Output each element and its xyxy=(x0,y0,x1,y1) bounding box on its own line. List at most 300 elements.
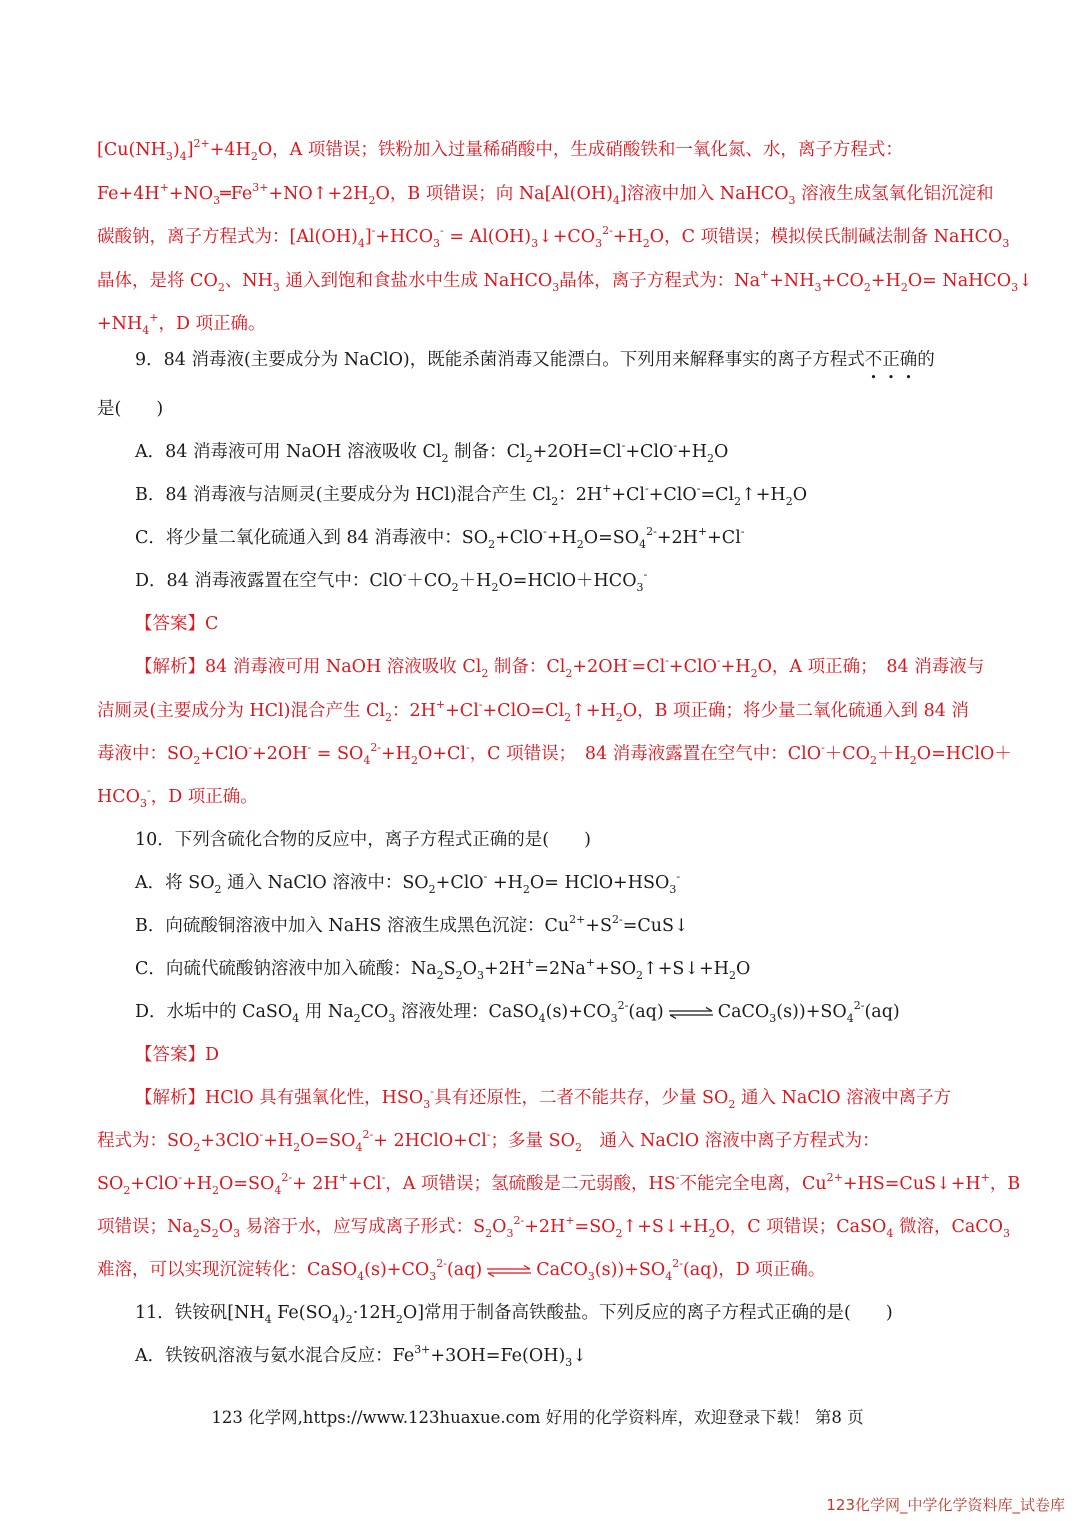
subscript: 3 xyxy=(636,581,644,594)
text-line xyxy=(135,1083,1040,1113)
text-line xyxy=(135,868,1040,898)
text-line xyxy=(97,179,1002,209)
text-run: O=SO xyxy=(300,1131,356,1151)
text-run: D．84 消毒液露置在空气中：ClO xyxy=(135,571,403,591)
text-run: +2H xyxy=(484,959,526,979)
text-run: +ClO xyxy=(648,485,697,505)
text-run: +NO↑+2H xyxy=(268,184,369,204)
text-run: 【解析】84 消毒液可用 NaOH 溶液吸收 Cl xyxy=(135,657,482,677)
text-run: O，A 项错误；铁粉加入过量稀硝酸中，生成硝酸铁和一氧化氮、水，离子方程式： xyxy=(257,140,903,160)
text-run: 洁厕灵(主要成分为 HCl)混合产生 Cl xyxy=(97,701,386,721)
superscript: 2- xyxy=(612,913,623,926)
subscript: 2 xyxy=(123,1184,131,1197)
superscript: 2+ xyxy=(826,1171,843,1184)
text-run: 通入 NaClO 溶液中：SO xyxy=(221,873,429,893)
subscript: 2 xyxy=(785,495,793,508)
subscript: 4 xyxy=(538,1012,546,1025)
text-run: 【答案】C xyxy=(135,614,219,634)
text-line xyxy=(135,997,1040,1027)
text-run: 溶液生成氢氧化铝沉淀和 xyxy=(795,184,994,204)
text-run: =SO xyxy=(574,1217,616,1237)
subscript: 3 xyxy=(1002,237,1010,250)
superscript: - xyxy=(147,784,151,797)
subscript: 2 xyxy=(212,1184,219,1197)
text-line xyxy=(135,825,1040,855)
subscript: 2 xyxy=(642,237,650,250)
text-run: O=SO xyxy=(583,528,640,548)
subscript: 2 xyxy=(525,452,533,465)
subscript: 2 xyxy=(551,495,559,508)
superscript: - xyxy=(740,525,745,538)
text-run: D．水垢中的 CaSO xyxy=(135,1002,293,1022)
text-run: C．将少量二氧化硫通入到 84 消毒液中：SO xyxy=(135,528,489,548)
text-run: ↑+S↓+H xyxy=(643,959,729,979)
text-run: 毒液中：SO xyxy=(97,744,194,764)
text-run: ) xyxy=(172,140,180,160)
text-run: +HS=CuS↓+H xyxy=(842,1174,981,1194)
text-line xyxy=(97,222,1010,252)
superscript: 2+ xyxy=(569,913,586,926)
text-run: (s))+SO xyxy=(776,1002,847,1022)
text-run: +S xyxy=(585,916,613,936)
text-run: (s)+CO xyxy=(545,1002,611,1022)
text-run: ↑+S↓+H xyxy=(622,1217,709,1237)
text-line xyxy=(97,309,1002,339)
subscript: 3 xyxy=(272,281,280,294)
text-run: O xyxy=(735,959,751,979)
text-run: 是( ) xyxy=(97,399,164,419)
subscript: 4 xyxy=(357,237,365,250)
superscript: - xyxy=(665,654,669,667)
subscript: 2 xyxy=(576,538,584,551)
subscript: 2 xyxy=(707,452,714,465)
subscript: 2 xyxy=(900,281,908,294)
superscript: 2- xyxy=(513,1214,525,1227)
superscript: 2- xyxy=(617,999,629,1012)
text-run: ，D 项正确。 xyxy=(150,787,258,807)
text-run: +HCO xyxy=(375,227,434,247)
text-run: (s))+SO xyxy=(594,1260,666,1280)
text-run: +4H xyxy=(209,140,251,160)
text-run: +2H xyxy=(524,1217,566,1237)
subscript: 2 xyxy=(636,969,644,982)
text-run: 10．下列含硫化合物的反应中，离子方程式正确的是( ) xyxy=(135,830,591,850)
text-run: 【解析】HClO 具有强氧化性，HSO xyxy=(135,1088,424,1108)
text-run: +SO xyxy=(595,959,637,979)
superscript: - xyxy=(430,1085,434,1098)
superscript: + xyxy=(760,268,770,281)
subscript: 2 xyxy=(455,969,463,982)
subscript: 4 xyxy=(142,324,150,337)
subscript: 4 xyxy=(331,1313,339,1326)
text-run: =Cl xyxy=(631,657,666,677)
text-run: A．84 消毒液可用 NaOH 溶液吸收 Cl xyxy=(135,442,442,462)
text-run: Fe+4H xyxy=(97,184,160,204)
text-run: 通入 NaClO 溶液中离子方程式为： xyxy=(581,1131,880,1151)
text-line xyxy=(97,394,1002,424)
subscript: 2 xyxy=(428,883,436,896)
subscript: 2 xyxy=(728,969,736,982)
text-run: ，C 项错误； 84 消毒液露置在空气中：ClO xyxy=(469,744,822,764)
subscript: 4 xyxy=(264,1313,272,1326)
text-run: +ClO xyxy=(625,442,674,462)
text-run: 溶液处理：CaSO xyxy=(395,1002,539,1022)
text-run: 9．84 消毒液(主要成分为 NaClO)，既能杀菌消毒又能漂白。下列用来解释事实的离子方程式 xyxy=(135,350,865,370)
superscript: + xyxy=(435,698,446,711)
subscript: 2 xyxy=(353,1012,361,1025)
superscript: 2- xyxy=(370,741,382,754)
subscript: 2 xyxy=(345,1313,353,1326)
text-run: S xyxy=(199,1217,212,1237)
text-run: +ClO xyxy=(130,1174,179,1194)
text-line xyxy=(97,1212,1011,1242)
subscript: 2 xyxy=(564,711,572,724)
subscript: 2 xyxy=(708,1227,716,1240)
text-run: 制备：Cl xyxy=(448,442,526,462)
text-line xyxy=(135,609,1040,639)
subscript: 2 xyxy=(368,194,376,207)
text-run: ：2H xyxy=(558,485,603,505)
text-run: ]溶液中加入 NaHCO xyxy=(619,184,789,204)
subscript: 2 xyxy=(211,1227,219,1240)
text-run: 用 Na xyxy=(299,1002,354,1022)
subscript: 2 xyxy=(436,969,444,982)
subscript: 2 xyxy=(293,1141,301,1154)
subscript: 4 xyxy=(846,1012,854,1025)
subscript: 3 xyxy=(587,1270,595,1283)
emphasis-dot-char: 不 xyxy=(864,350,883,370)
text-run: C．向硫代硫酸钠溶液中加入硫酸：Na xyxy=(135,959,437,979)
superscript: - xyxy=(440,224,444,237)
text-line xyxy=(135,1341,1040,1371)
text-line xyxy=(97,1255,1002,1285)
text-run: +Cl xyxy=(347,1174,382,1194)
text-line xyxy=(135,566,1040,596)
text-run: +ClO xyxy=(200,744,249,764)
superscript: 2- xyxy=(853,999,865,1012)
text-run: +3OH=Fe(OH) xyxy=(430,1346,566,1366)
superscript: + xyxy=(565,1214,575,1227)
text-run: +H xyxy=(381,744,411,764)
superscript: - xyxy=(371,224,376,237)
text-run: +H xyxy=(720,657,751,677)
text-run: ↑+H xyxy=(741,485,786,505)
superscript: + xyxy=(338,1171,348,1184)
text-run: 、NH xyxy=(224,271,273,291)
emphasis-dot-char: 正 xyxy=(882,350,900,370)
text-line xyxy=(97,782,1002,812)
text-run: 通入到饱和食盐水中生成 NaHCO xyxy=(279,271,553,291)
text-run: O xyxy=(714,442,729,462)
text-line xyxy=(135,652,1040,682)
superscript: 3+ xyxy=(252,181,269,194)
subscript: 3 xyxy=(669,883,677,896)
text-run: +2H xyxy=(656,528,698,548)
superscript: 2- xyxy=(672,1257,683,1270)
text-line xyxy=(97,739,1012,769)
text-run: +NH xyxy=(97,314,143,334)
text-run: ＋CO xyxy=(824,744,871,764)
subscript: 2 xyxy=(491,581,499,594)
text-run: ↓ xyxy=(572,1346,587,1366)
page-footer: 123 化学网,https://www.123huaxue.com 好用的化学资料库，欢迎登录下载！ 第8 页 xyxy=(211,1408,864,1427)
superscript: 2- xyxy=(602,224,613,237)
subscript: 2 xyxy=(193,754,201,767)
text-run: CaCO xyxy=(717,1002,770,1022)
subscript: 2 xyxy=(193,1141,201,1154)
subscript: 2 xyxy=(734,495,742,508)
text-run: ，B xyxy=(989,1174,1021,1194)
subscript: 3 xyxy=(140,797,147,810)
text-run: = Al(OH) xyxy=(443,227,532,247)
subscript: 2 xyxy=(485,1227,493,1240)
superscript: + xyxy=(149,311,159,324)
subscript: 2 xyxy=(410,754,418,767)
subscript: 4 xyxy=(274,1184,282,1197)
text-run: +H xyxy=(263,1131,294,1151)
superscript: + xyxy=(159,181,169,194)
text-run: = SO xyxy=(311,744,364,764)
subscript: 4 xyxy=(292,1012,300,1025)
text-line xyxy=(97,266,1033,296)
text-run: O= HClO+HSO xyxy=(529,873,670,893)
text-run: Fe(SO xyxy=(271,1303,332,1323)
subscript: 2 xyxy=(217,281,225,294)
subscript: 2 xyxy=(863,281,871,294)
text-run: +Cl xyxy=(445,701,479,721)
text-run: +CO xyxy=(821,271,864,291)
text-run: +H xyxy=(612,227,643,247)
text-run: ；多量 SO xyxy=(490,1131,575,1151)
text-line xyxy=(135,911,1040,941)
subscript: 4 xyxy=(639,538,647,551)
text-run: ═Fe xyxy=(220,184,253,204)
text-run: +Cl xyxy=(611,485,645,505)
text-run: 不能完全电离，Cu xyxy=(679,1174,827,1194)
text-run: 【答案】D xyxy=(135,1045,220,1065)
text-run: +2OH xyxy=(572,657,628,677)
text-run: 项错误；Na xyxy=(97,1217,193,1237)
subscript: 2 xyxy=(451,581,459,594)
text-line xyxy=(97,696,1002,726)
text-run: +NH xyxy=(769,271,815,291)
text-run: + 2HClO+Cl xyxy=(373,1131,487,1151)
subscript: 3 xyxy=(788,194,796,207)
superscript: + xyxy=(602,482,612,495)
subscript: 3 xyxy=(423,1098,431,1111)
text-run: S xyxy=(443,959,456,979)
text-run: CaCO xyxy=(536,1260,588,1280)
text-run: O xyxy=(218,1217,234,1237)
text-run: B．84 消毒液与洁厕灵(主要成分为 HCl)混合产生 Cl xyxy=(135,485,552,505)
text-run: SO xyxy=(97,1174,124,1194)
subscript: 3 xyxy=(213,194,221,207)
text-run: (aq) xyxy=(446,1260,483,1280)
subscript: 2 xyxy=(522,883,530,896)
text-run: ↓+CO xyxy=(538,227,596,247)
subscript: 2 xyxy=(750,667,758,680)
subscript: 2 xyxy=(481,667,489,680)
subscript: 3 xyxy=(610,1012,618,1025)
text-run: +ClO xyxy=(668,657,717,677)
subscript: 2 xyxy=(870,754,878,767)
text-run: (aq) xyxy=(864,1002,900,1022)
text-run: CO xyxy=(360,1002,389,1022)
text-run: +3ClO xyxy=(200,1131,260,1151)
superscript: - xyxy=(716,654,721,667)
superscript: + xyxy=(525,956,535,969)
text-line xyxy=(135,523,1040,553)
text-run: 碳酸钠，离子方程式为：[Al(OH) xyxy=(97,227,358,247)
subscript: 3 xyxy=(595,237,603,250)
superscript: - xyxy=(483,870,488,883)
text-run: 的 xyxy=(917,350,935,370)
text-run: ：2H xyxy=(392,701,436,721)
subscript: 3 xyxy=(1003,1227,1011,1240)
subscript: 4 xyxy=(363,754,371,767)
subscript: 2 xyxy=(728,1098,736,1111)
emphasis-dot-char: 确 xyxy=(899,350,918,370)
subscript: 2 xyxy=(250,150,258,163)
text-run: =2Na xyxy=(534,959,586,979)
subscript: 3 xyxy=(388,1012,396,1025)
subscript: 3 xyxy=(506,1227,514,1240)
text-run: +H xyxy=(182,1174,212,1194)
text-run: A．将 SO xyxy=(135,873,215,893)
text-run: O]常用于制备高铁酸盐。下列反应的离子方程式正确的是( ) xyxy=(402,1303,893,1323)
subscript: 3 xyxy=(433,237,441,250)
subscript: 2 xyxy=(488,538,496,551)
superscript: - xyxy=(676,870,681,883)
superscript: - xyxy=(673,439,678,452)
text-run: 难溶，可以实现沉淀转化：CaSO xyxy=(97,1260,358,1280)
superscript: 2- xyxy=(362,1128,374,1141)
superscript: - xyxy=(465,741,470,754)
subscript: 3 xyxy=(477,969,484,982)
text-run: 晶体，是将 CO xyxy=(97,271,218,291)
text-run: O，B 项错误；向 Na[Al(OH) xyxy=(375,184,613,204)
text-run: +ClO xyxy=(495,528,544,548)
subscript: 4 xyxy=(179,150,187,163)
subscript: 2 xyxy=(214,883,222,896)
text-run: 制备：Cl xyxy=(488,657,566,677)
text-run: 11．铁铵矾[NH xyxy=(135,1303,265,1323)
text-run: O=HClO＋HCO xyxy=(498,571,637,591)
superscript: - xyxy=(675,1171,680,1184)
superscript: 2- xyxy=(436,1257,447,1270)
superscript: - xyxy=(259,1128,264,1141)
text-run: +2OH=Cl xyxy=(532,442,622,462)
text-line xyxy=(97,135,1002,165)
text-run: ] xyxy=(364,227,372,247)
text-run: ＋H xyxy=(877,744,910,764)
text-run: HCO xyxy=(97,787,140,807)
text-run: (s)+CO xyxy=(364,1260,430,1280)
subscript: 3 xyxy=(429,1270,437,1283)
text-run: ) xyxy=(338,1303,346,1323)
superscript: - xyxy=(645,482,649,495)
superscript: - xyxy=(248,741,253,754)
subscript: 4 xyxy=(612,194,620,207)
subscript: 3 xyxy=(552,281,560,294)
text-run: O，C 项错误；模拟侯氏制碱法制备 NaHCO xyxy=(649,227,1003,247)
text-run: O+Cl xyxy=(417,744,466,764)
subscript: 4 xyxy=(357,1270,365,1283)
text-run: O，C 项错误；CaSO xyxy=(715,1217,887,1237)
text-run: 具有还原性，二者不能共存，少量 SO xyxy=(433,1088,729,1108)
superscript: - xyxy=(543,525,547,538)
text-run: +H xyxy=(546,528,577,548)
text-line xyxy=(97,1169,1021,1199)
text-run: ·12H xyxy=(352,1303,396,1323)
text-run: ] xyxy=(186,140,194,160)
text-run: +H xyxy=(677,442,707,462)
text-run: ↓ xyxy=(1018,271,1033,291)
subscript: 2 xyxy=(615,711,623,724)
superscript: 2- xyxy=(281,1171,293,1184)
subscript: 2 xyxy=(395,1313,403,1326)
text-run: O xyxy=(792,485,808,505)
text-run: [Cu(NH xyxy=(97,140,166,160)
superscript: - xyxy=(381,1171,386,1184)
text-line xyxy=(135,1298,1040,1328)
text-run: +H xyxy=(870,271,901,291)
text-run: O xyxy=(462,959,477,979)
text-line xyxy=(135,954,1040,984)
subscript: 3 xyxy=(1011,281,1019,294)
superscript: 2- xyxy=(646,525,657,538)
subscript: 4 xyxy=(886,1227,894,1240)
text-run: ↑+H xyxy=(571,701,616,721)
text-run: +Cl xyxy=(707,528,741,548)
text-run: +ClO=Cl xyxy=(482,701,565,721)
text-run: ＋CO xyxy=(406,571,452,591)
superscript: + xyxy=(980,1171,990,1184)
site-watermark: 123化学网_中学化学资料库_试卷库 xyxy=(826,1496,1065,1514)
text-line xyxy=(135,480,1040,510)
text-run: 易溶于水，应写成离子形式：S xyxy=(240,1217,486,1237)
equilibrium-arrow-icon xyxy=(486,1265,532,1277)
text-run: ＋H xyxy=(458,571,492,591)
text-run: 通入 NaClO 溶液中离子方 xyxy=(735,1088,952,1108)
text-run: +H xyxy=(487,873,523,893)
superscript: + xyxy=(697,525,708,538)
text-run: A．铁铵矾溶液与氨水混合反应：Fe xyxy=(135,1346,415,1366)
text-run: B．向硫酸铜溶液中加入 NaHS 溶液生成黑色沉淀：Cu xyxy=(135,916,570,936)
subscript: 2 xyxy=(574,1141,582,1154)
superscript: 3+ xyxy=(414,1343,431,1356)
superscript: - xyxy=(478,698,483,711)
text-line xyxy=(135,1040,1040,1070)
superscript: + xyxy=(585,956,596,969)
superscript: - xyxy=(178,1171,183,1184)
subscript: 3 xyxy=(531,237,539,250)
subscript: 2 xyxy=(909,754,917,767)
subscript: 2 xyxy=(192,1227,200,1240)
text-run: O= NaHCO xyxy=(907,271,1012,291)
superscript: - xyxy=(696,482,701,495)
superscript: - xyxy=(643,568,648,581)
subscript: 4 xyxy=(355,1141,363,1154)
subscript: 3 xyxy=(233,1227,241,1240)
text-line xyxy=(135,437,1040,467)
equilibrium-arrow-icon xyxy=(668,1007,714,1019)
text-run: +NO xyxy=(168,184,214,204)
subscript: 2 xyxy=(385,711,393,724)
text-run: O，A 项正确； 84 消毒液与 xyxy=(757,657,985,677)
text-run: (aq)，D 项正确。 xyxy=(682,1260,826,1280)
text-run: ，D 项正确。 xyxy=(158,314,266,334)
